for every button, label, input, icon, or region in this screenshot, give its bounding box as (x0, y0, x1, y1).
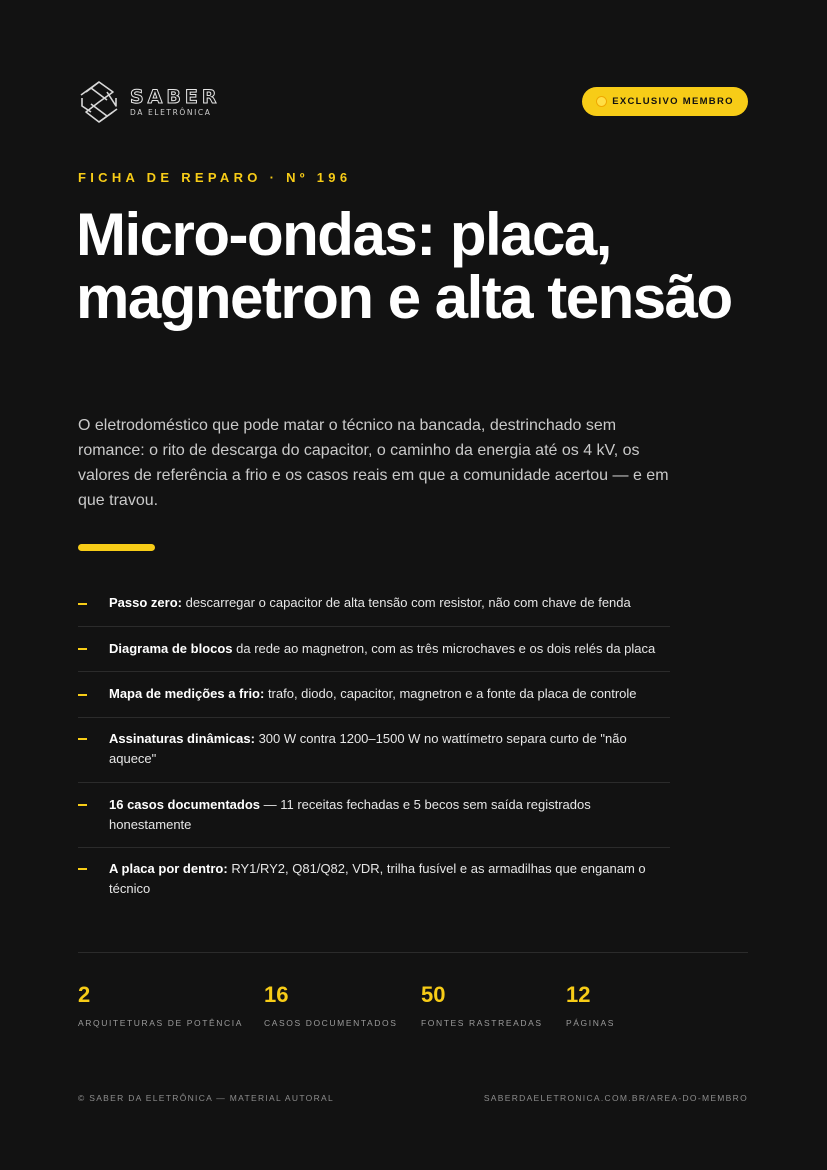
stat-value: 50 (421, 982, 446, 1007)
list-item (78, 627, 670, 672)
list-item (78, 848, 670, 911)
brand-wordmark (130, 87, 220, 118)
brand-name: SABER (130, 85, 221, 108)
page-title: Micro-ondas: placa, magnetron e alta tensão (76, 201, 732, 331)
lead-paragraph: O eletrodoméstico que pode matar o técnico na bancada, destrinchado sem romance: o rito de descarga do capacitor, o caminho da energia até os 4 kV, os valores de referência a frio e os casos reais em que a comunidade acertou — e em que travou. (78, 417, 669, 509)
dash-icon (78, 694, 87, 696)
stats-divider (78, 952, 748, 953)
stat-label: PÁGINAS (566, 1018, 615, 1028)
exclusive-member-badge (582, 87, 748, 116)
coin-icon (596, 96, 607, 107)
brand-logo[interactable] (78, 78, 220, 126)
list-item (78, 783, 670, 848)
footer-copyright: © SABER DA ELETRÔNICA — MATERIAL AUTORAL (78, 1093, 335, 1103)
stat-value: 12 (566, 982, 591, 1007)
list-item (78, 582, 670, 627)
accent-divider (78, 544, 155, 551)
stat-sources (421, 982, 543, 1028)
stat-pages (566, 982, 615, 1028)
stat-value: 2 (78, 982, 91, 1007)
dash-icon (78, 804, 87, 806)
stat-label: ARQUITETURAS DE POTÊNCIA (78, 1018, 243, 1028)
item-label: Assinaturas dinâmicas: (109, 731, 255, 746)
brand-mark-icon (78, 78, 120, 126)
list-item (78, 718, 670, 783)
item-label: Mapa de medições a frio: (109, 686, 265, 701)
dash-icon (78, 868, 87, 870)
item-text: descarregar o capacitor de alta tensão com resistor, não com chave de fenda (181, 595, 631, 610)
stat-label: CASOS DOCUMENTADOS (264, 1018, 398, 1028)
footer-url[interactable]: SABERDAELETRONICA.COM.BR/AREA-DO-MEMBRO (483, 1093, 748, 1103)
dash-icon (78, 738, 87, 740)
brand-subtitle: DA ELETRÔNICA (130, 107, 212, 117)
item-text: 300 W contra 1200–1500 W no wattímetro separa curto de "não aquece" (109, 731, 627, 766)
stat-documented-cases (264, 982, 398, 1028)
stat-label: FONTES RASTREADAS (421, 1018, 543, 1028)
header (78, 78, 748, 126)
item-text: trafo, diodo, capacitor, magnetron e a fonte da placa de controle (264, 686, 637, 701)
highlights-list (78, 582, 670, 911)
item-text: RY1/RY2, Q81/Q82, VDR, trilha fusível e as armadilhas que enganam o técnico (109, 861, 646, 896)
item-text: da rede ao magnetron, com as três microchaves e os dois relés da placa (232, 641, 656, 656)
dash-icon (78, 603, 87, 605)
badge-label: EXCLUSIVO MEMBRO (612, 96, 734, 107)
dash-icon (78, 648, 87, 650)
item-label: Diagrama de blocos (109, 641, 233, 656)
list-item (78, 672, 670, 718)
item-text: — 11 receitas fechadas e 5 becos sem saída registrados honestamente (109, 797, 591, 832)
stat-value: 16 (264, 982, 289, 1007)
stat-power-architectures (78, 982, 243, 1028)
item-label: A placa por dentro: (109, 861, 228, 876)
item-label: Passo zero: (109, 595, 182, 610)
sheet-number: FICHA DE REPARO · Nº 196 (78, 170, 352, 185)
item-label: 16 casos documentados (109, 797, 260, 812)
